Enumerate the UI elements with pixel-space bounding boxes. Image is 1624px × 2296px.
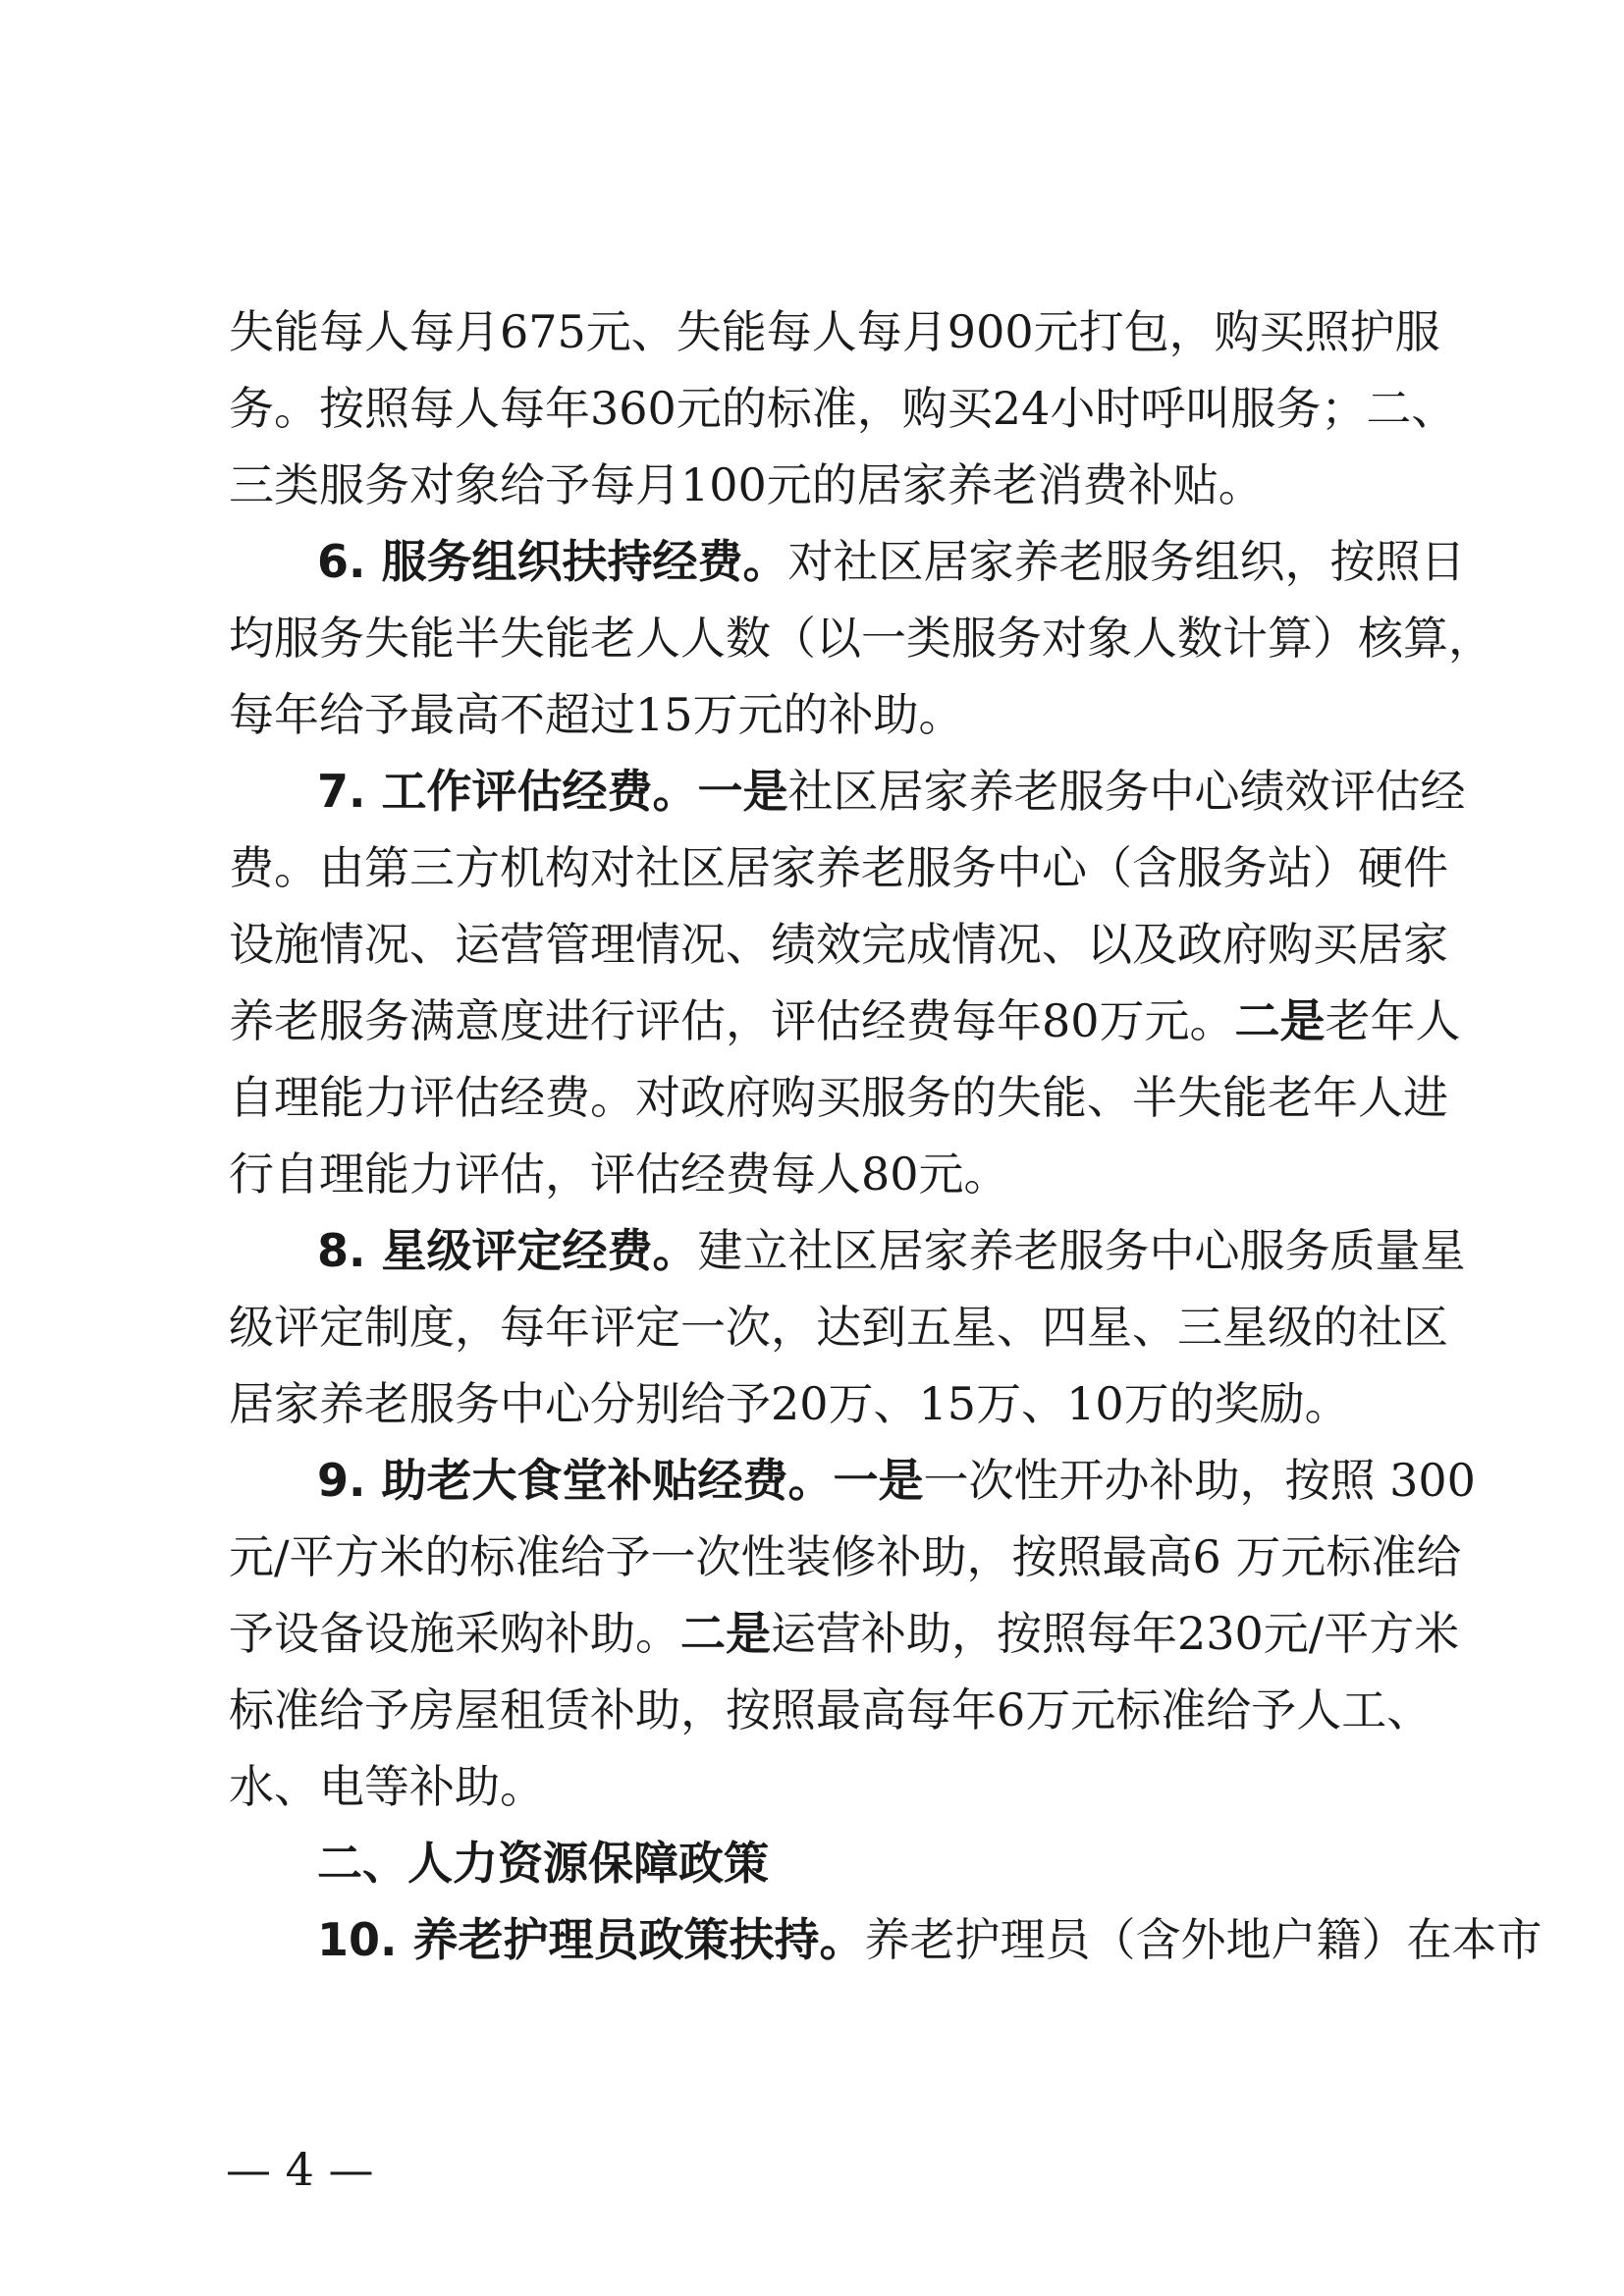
body-line [229, 907, 1448, 982]
line-text: 居家养老服务中心分别给予20万、15万、10万的奖励。 [229, 1377, 1350, 1430]
body-line [229, 294, 1440, 369]
line-text: 予设备设施采购补助。 [229, 1607, 680, 1660]
body-line [229, 677, 1423, 752]
item-9-first-label: 一是 [833, 1454, 924, 1507]
line-text: 失能每人每月675元、失能每人每月900元打包，购买照护服 [229, 305, 1440, 358]
section-heading [317, 1826, 1423, 1900]
item-7-heading: 7. 工作评估经费。 [317, 765, 698, 818]
item-6-heading: 6. 服务组织扶持经费。 [317, 535, 788, 588]
line-text: 费。由第三方机构对社区居家养老服务中心（含服务站）硬件 [229, 841, 1448, 894]
line-text: 建立社区居家养老服务中心服务质量星 [697, 1224, 1466, 1277]
body-line [229, 601, 1493, 675]
body-line [229, 830, 1448, 905]
line-text: 养老服务满意度进行评估，评估经费每年80万元。 [229, 994, 1235, 1047]
line-text: 级评定制度，每年评定一次，达到五星、四星、三星级的社区 [229, 1301, 1448, 1354]
body-line [229, 1749, 1423, 1824]
item-9-line [317, 1443, 1476, 1518]
body-line [229, 1596, 1460, 1671]
item-7-second-label: 二是 [1234, 994, 1326, 1047]
line-text: 水、电等补助。 [229, 1760, 545, 1813]
item-9-second-label: 二是 [680, 1607, 771, 1660]
item-7-line [317, 754, 1466, 828]
line-text: 标准给予房屋租赁补助，按照最高每年6万元标准给予人工、 [229, 1683, 1433, 1736]
body-line [229, 448, 1423, 522]
line-text: 老年人 [1325, 994, 1461, 1047]
item-10-line [317, 1902, 1543, 1977]
line-text: 行自理能力评估，评估经费每人80元。 [229, 1148, 1009, 1201]
section-heading-text: 二、人力资源保障政策 [317, 1837, 769, 1890]
line-text: 均服务失能半失能老人人数（以一类服务对象人数计算）核算， [229, 612, 1493, 665]
item-9-heading: 9. 助老大食堂补贴经费。 [317, 1454, 834, 1507]
line-text: 对社区居家养老服务组织，按照日 [787, 535, 1466, 588]
page-number: — 4 — [226, 2143, 374, 2196]
body-line [229, 371, 1457, 446]
line-text: 设施情况、运营管理情况、绩效完成情况、以及政府购买居家 [229, 918, 1448, 971]
body-line [229, 1673, 1433, 1747]
item-8-heading: 8. 星级评定经费。 [317, 1224, 698, 1277]
line-text: 元/平方米的标准给予一次性装修补助，按照最高6 万元标准给 [229, 1530, 1462, 1583]
item-6-line [317, 524, 1466, 599]
line-text: 三类服务对象给予每月100元的居家养老消费补贴。 [229, 458, 1264, 511]
body-line [229, 984, 1461, 1058]
line-text: 养老护理员（含外地户籍）在本市 [864, 1913, 1543, 1966]
body-line [229, 1060, 1448, 1135]
line-text: 务。按照每人每年360元的标准，购买24小时呼叫服务；二、 [229, 382, 1457, 435]
item-7-first-label: 一是 [697, 765, 788, 818]
item-10-heading: 10. 养老护理员政策扶持。 [317, 1913, 865, 1966]
line-text: 社区居家养老服务中心绩效评估经 [787, 765, 1466, 818]
body-line [229, 1137, 1423, 1211]
line-text: 自理能力评估经费。对政府购买服务的失能、半失能老年人进 [229, 1071, 1448, 1124]
body-line [229, 1290, 1448, 1364]
body-line [229, 1520, 1462, 1594]
line-text: 一次性开办补助，按照 300 [923, 1454, 1476, 1507]
line-text: 运营补助，按照每年230元/平方米 [771, 1607, 1460, 1660]
body-line [229, 1366, 1423, 1441]
item-8-line [317, 1213, 1466, 1288]
line-text: 每年给予最高不超过15万元的补助。 [229, 688, 964, 741]
